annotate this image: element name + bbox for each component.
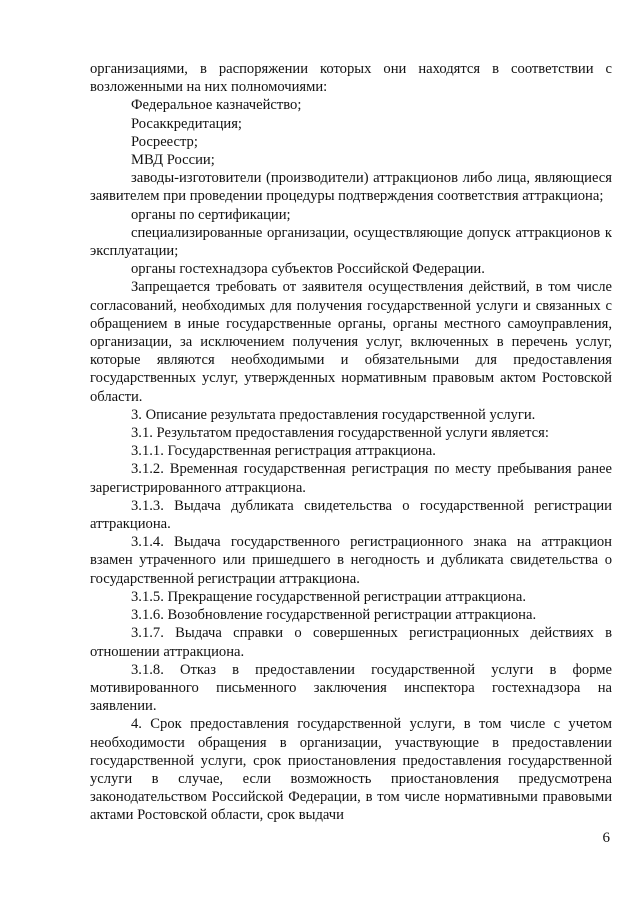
list-item: 3.1.4. Выдача государственного регистрационного знака на аттракцион взамен утраченного или пришедшего в негодность и дубликата свидетельства о государственной регистрации аттракциона. (90, 534, 612, 587)
list-item: органы по сертификации; (131, 206, 291, 223)
list-item: 3.1.6. Возобновление государственной регистрации аттракциона. (131, 607, 537, 624)
page-number: 6 (602, 830, 610, 846)
section-heading: 3. Описание результата предоставления государственной услуги. (131, 406, 536, 423)
list-item: органы гостехнадзора субъектов Российской Федерации. (131, 261, 485, 278)
document-body (90, 60, 612, 825)
paragraph: организациями, в распоряжении которых они находятся в соответствии с возложенными на них полномочиями: (90, 61, 612, 96)
list-item: специализированные организации, осуществляющие допуск аттракционов к эксплуатации; (90, 224, 612, 260)
list-item: 3.1.3. Выдача дубликата свидетельства о государственной регистрации аттракциона. (90, 497, 612, 533)
list-item: 3.1.1. Государственная регистрация аттракциона. (131, 443, 436, 460)
section-heading: 4. Срок предоставления государственной услуги, в том числе с учетом необходимости обращения в организации, участвующие в предоставлении государственной услуги, срок приостановления предоставления государственной услуги в случае, если возможность приостановления предусмотрена законодательством Российской Федерации, в том числе нормативными правовыми актами Ростовской области, срок выдачи (90, 716, 612, 824)
paragraph: Запрещается требовать от заявителя осуществления действий, в том числе согласований, необходимых для получения государственной услуги и связанных с обращением в иные государственные органы, органы местного самоуправления, организации, за исключением получения услуг, включенных в перечень услуг, которые являются необходимыми и обязательными для предоставления государственных услуг, утвержденных нормативным правовым актом Ростовской области. (90, 279, 612, 405)
list-item: Федеральное казначейство; (131, 97, 302, 114)
list-item: 3.1.5. Прекращение государственной регистрации аттракциона. (131, 588, 526, 605)
list-item: 3.1.8. Отказ в предоставлении государственной услуги в форме мотивированного письменного заключения инспектора гостехнадзора на заявлении. (90, 661, 612, 715)
list-item: МВД России; (131, 152, 215, 169)
paragraph: 3.1. Результатом предоставления государственной услуги является: (131, 425, 549, 442)
list-item: Росреестр; (131, 133, 198, 150)
list-item: 3.1.7. Выдача справки о совершенных регистрационных действиях в отношении аттракциона. (90, 625, 612, 660)
list-item: заводы-изготовители (производители) аттракционов либо лица, являющиеся заявителем при проведении процедуры подтверждения соответствия аттракциона; (90, 170, 612, 205)
list-item: Росаккредитация; (131, 115, 242, 132)
list-item: 3.1.2. Временная государственная регистрация по месту пребывания ранее зарегистрированного аттракциона. (90, 461, 612, 496)
